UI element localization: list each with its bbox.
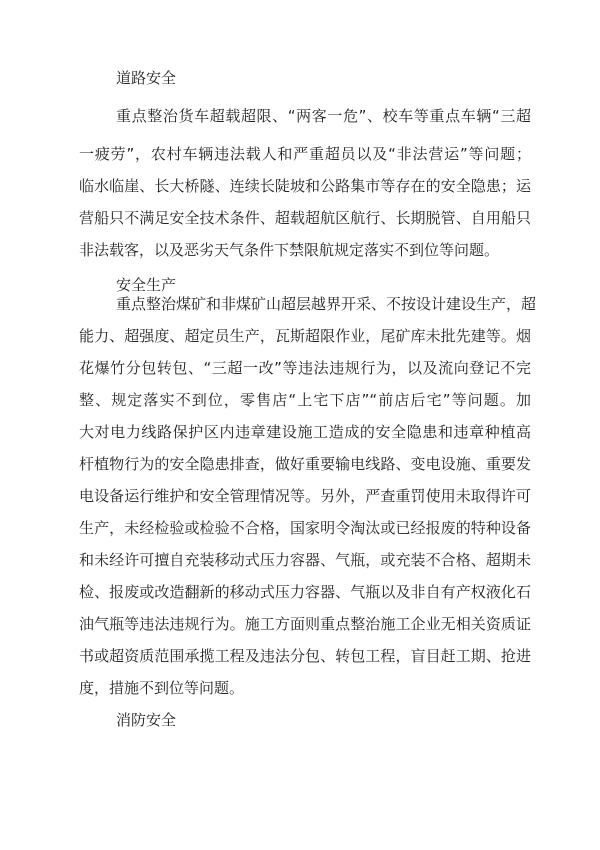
paragraph-line: 非法载客，以及恶劣天气条件下禁限航规定落实不到位等问题。 — [79, 241, 500, 259]
paragraph-line: 一疲劳”，农村车辆违法载人和严重超员以及“非法营运”等问题； — [79, 145, 531, 163]
paragraph-line: 和未经许可擅自充装移动式压力容器、气瓶，或充装不合格、超期未 — [79, 551, 531, 569]
paragraph-line: 整、规定落实不到位，零售店“上宅下店”“前店后宅”等问题。加 — [79, 391, 531, 409]
paragraph-line: 临水临崖、长大桥隧、连续长陡坡和公路集市等存在的安全隐患；运 — [79, 177, 531, 195]
paragraph-line: 花爆竹分包转包、“三超一改”等违法违规行为，以及流向登记不完 — [79, 359, 531, 377]
paragraph-line: 书或超资质范围承揽工程及违法分包、转包工程，盲目赶工期、抢进 — [79, 647, 531, 665]
paragraph-line: 重点整治货车超载超限、“两客一危”、校车等重点车辆“三超 — [116, 107, 531, 125]
paragraph-line: 营船只不满足安全技术条件、超载超航区航行、长期脱管、自用船只 — [79, 209, 531, 227]
paragraph-line: 生产，未经检验或检验不合格，国家明令淘汰或已经报废的特种设备 — [79, 519, 531, 537]
paragraph-line: 大对电力线路保护区内违章建设施工造成的安全隐患和违章种植高 — [79, 423, 531, 441]
paragraph-line: 度，措施不到位等问题。 — [79, 679, 245, 697]
paragraph-line: 杆植物行为的安全隐患排查，做好重要输电线路、变电设施、重要发 — [79, 455, 531, 473]
section-heading-production-safety: 安全生产 — [116, 276, 177, 294]
paragraph-line: 重点整治煤矿和非煤矿山超层越界开采、不按设计建设生产，超 — [116, 295, 537, 313]
section-heading-road-safety: 道路安全 — [116, 69, 177, 87]
paragraph-line: 检、报废或改造翻新的移动式压力容器、气瓶以及非自有产权液化石 — [79, 583, 531, 601]
paragraph-line: 油气瓶等违法违规行为。施工方面则重点整治施工企业无相关资质证 — [79, 615, 531, 633]
section-heading-fire-safety: 消防安全 — [116, 711, 177, 729]
paragraph-line: 电设备运行维护和安全管理情况等。另外，严查重罚使用未取得许可 — [79, 487, 531, 505]
paragraph-line: 能力、超强度、超定员生产，瓦斯超限作业，尾矿库未批先建等。烟 — [79, 327, 531, 345]
